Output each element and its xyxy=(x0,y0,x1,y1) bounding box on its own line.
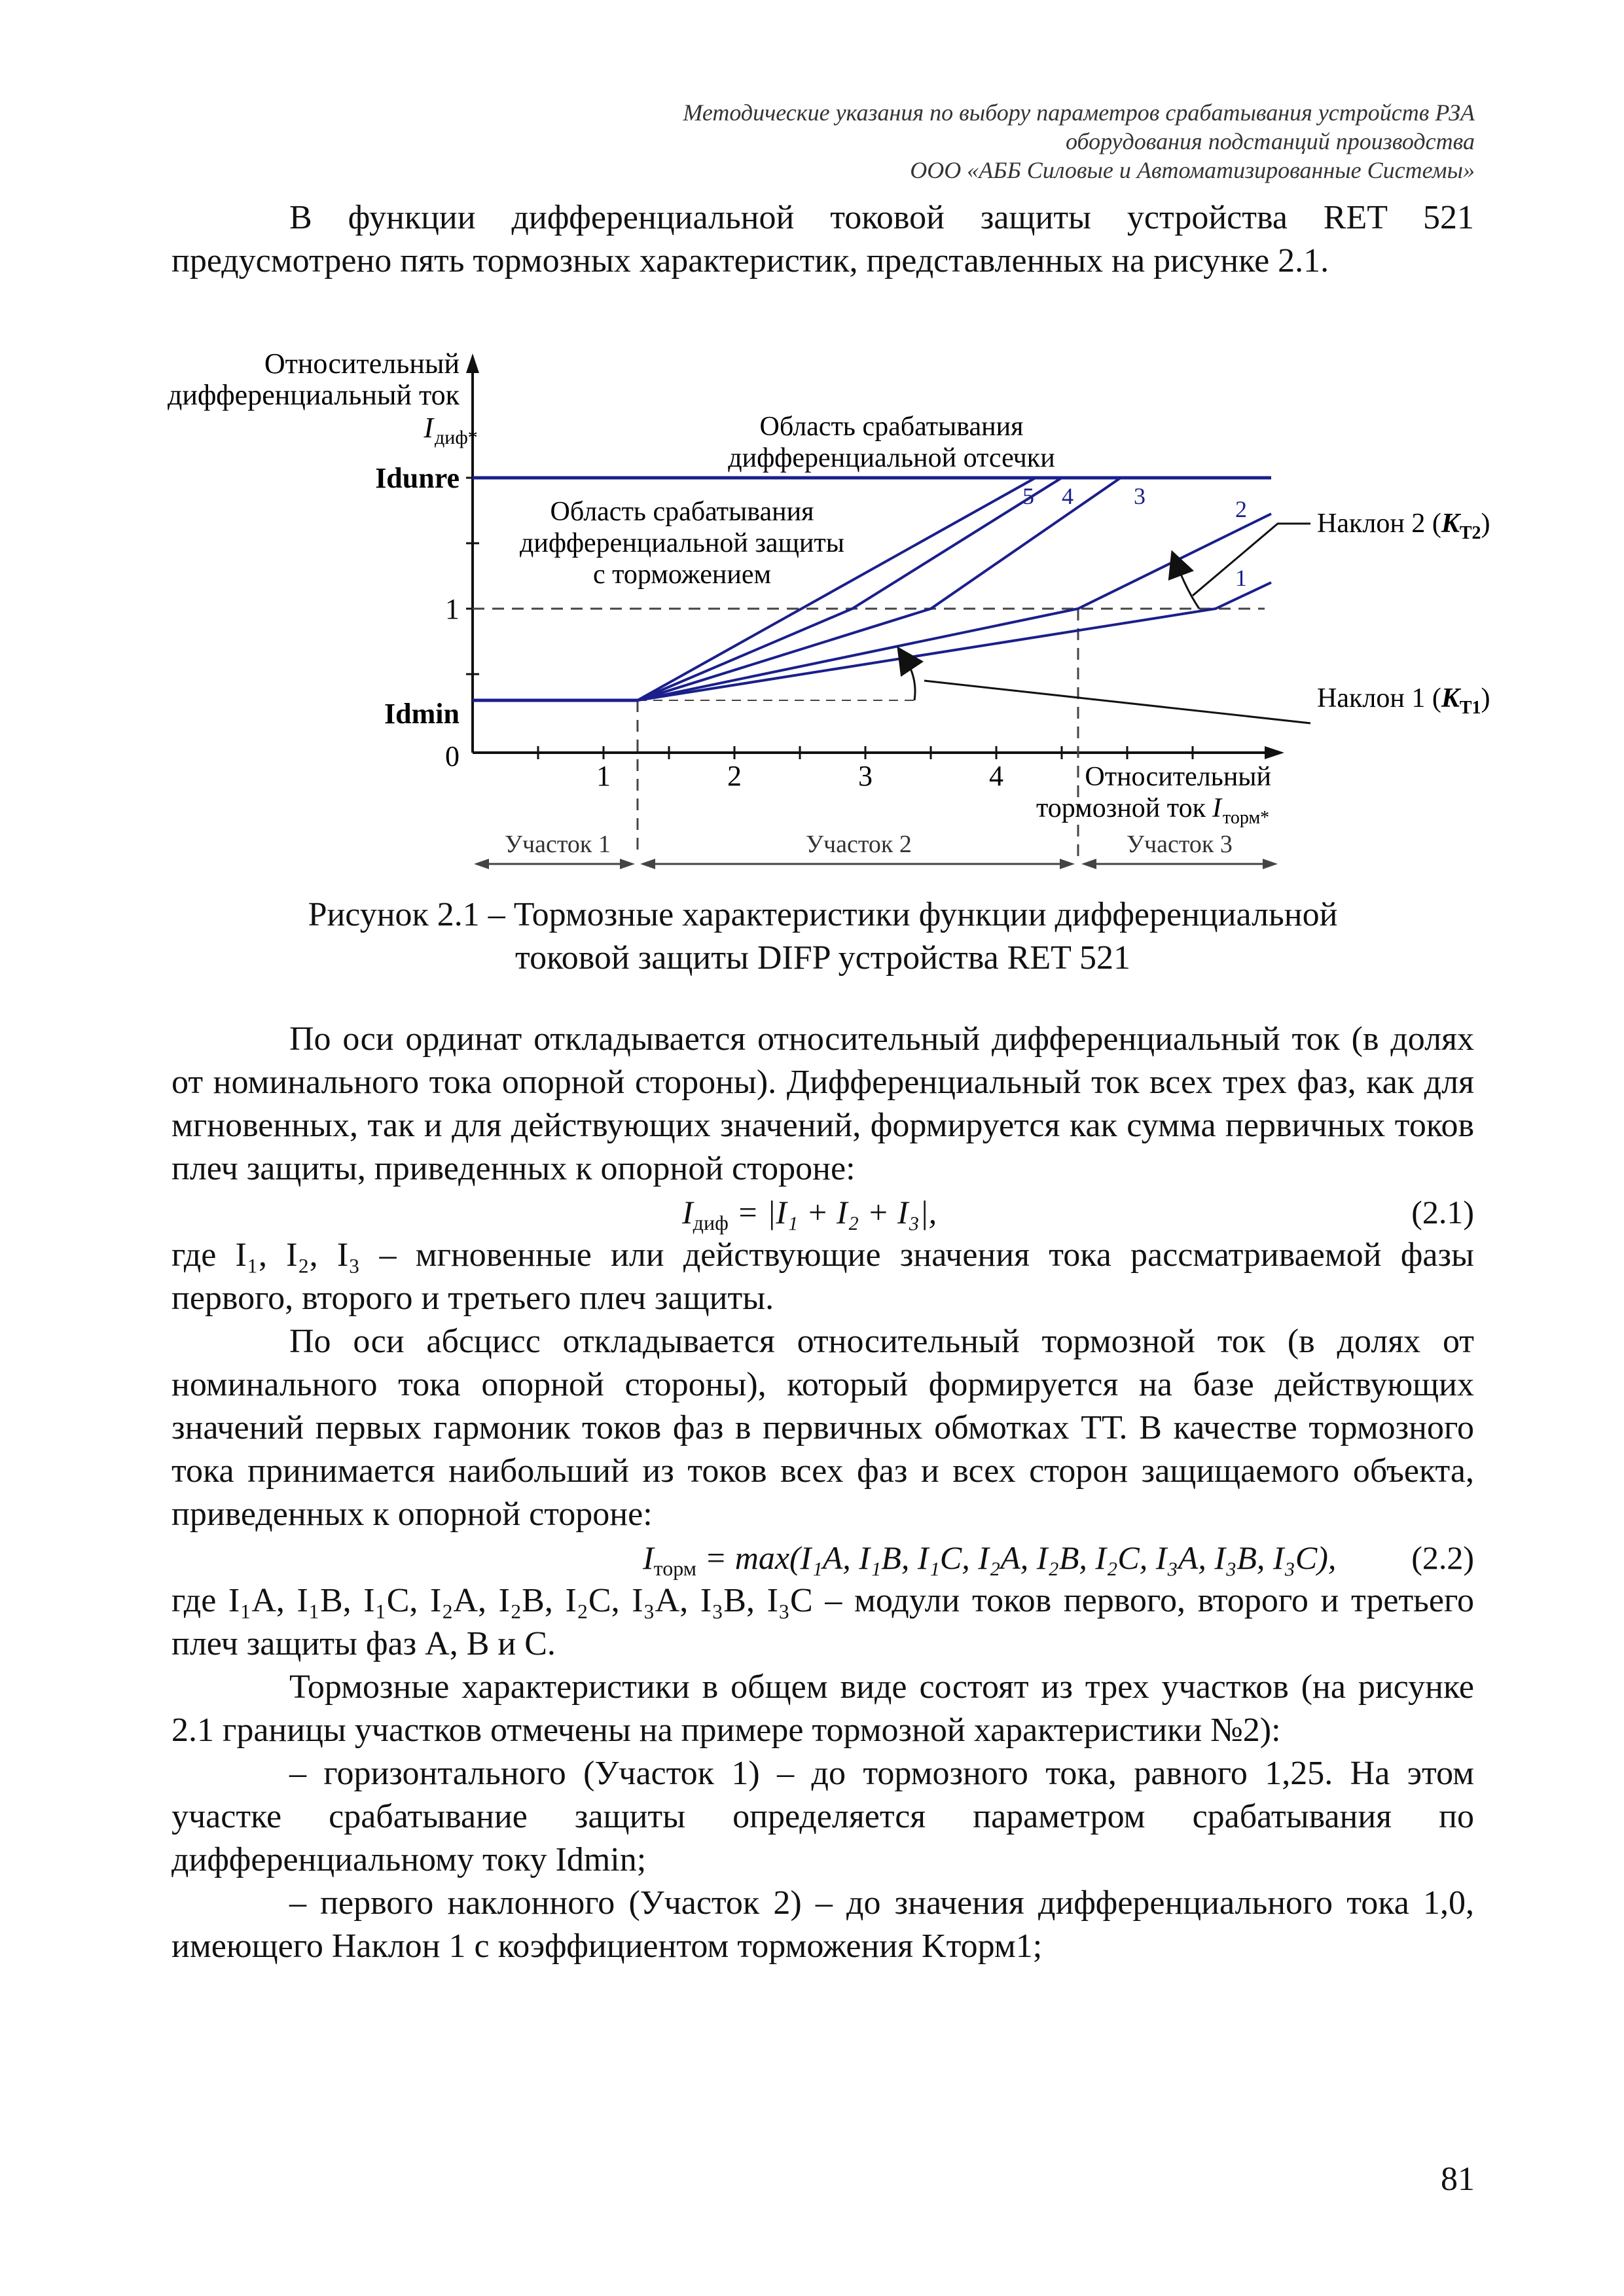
header-line-3: ООО «АББ Силовые и Автоматизированные Системы» xyxy=(910,157,1475,183)
cutoff-area-label-1: Область срабатывания xyxy=(759,412,1024,442)
body-text xyxy=(171,1018,1474,1968)
paragraph-sections: Тормозные характеристики в общем виде состоят из трех участков (на рисунке 2.1 границы участков отмечены на примере тормозной характеристики №2): xyxy=(171,1668,1474,1749)
x-tick-4: 4 xyxy=(989,760,1003,792)
paragraph-section-1: – горизонтального (Участок 1) – до тормозного тока, равного 1,25. На этом участке срабатывание защиты определяется параметром срабатывания по дифференциальному току Idmin; xyxy=(171,1755,1474,1878)
paragraph-where-1: где I₁, I₂, I₃ – мгновенные или действующие значения тока рассматриваемой фазы первого, второго и третьего плеч защиты. xyxy=(171,1236,1474,1317)
y-axis-symbol-sub: диф* xyxy=(435,427,478,448)
slope1-leader xyxy=(924,681,1310,723)
paragraph-section-2: – первого наклонного (Участок 2) – до значения дифференциального тока 1,0, имеющего Наклон 1 с коэффициентом торможения Kторм1; xyxy=(171,1884,1474,1965)
section2-label: Участок 2 xyxy=(806,831,912,858)
restraint-characteristics-figure xyxy=(167,347,1490,884)
x-tick-1: 1 xyxy=(596,760,611,792)
x-tick-3: 3 xyxy=(858,760,873,792)
slope2-label: Наклон 2 $(K_{T2})$ xyxy=(1317,509,1490,543)
header-line-2: оборудования подстанций производства xyxy=(1065,128,1475,154)
curve-label-2: 2 xyxy=(1235,496,1247,522)
intro-paragraph: В функции дифференциальной токовой защиты устройства RET 521 предусмотрено пять тормозных характеристик, представленных на рисунке 2.1. xyxy=(171,199,1474,279)
figure-caption-line-2: токовой защиты DIFP устройства RET 521 xyxy=(515,939,1130,977)
x-axis-arrow-icon xyxy=(1265,746,1284,759)
curve-label-3: 3 xyxy=(1134,483,1146,509)
x-axis-symbol: I xyxy=(1212,793,1221,823)
formula-2-1 xyxy=(171,1191,1474,1234)
unit-label: 1 xyxy=(445,593,460,625)
characteristic-1 xyxy=(638,583,1271,700)
formula-2-1-expression: $I_{диф} = |I_1 + I_2 + I_3|$, xyxy=(682,1194,937,1234)
y-axis-arrow-icon xyxy=(466,353,479,373)
slope1-label: Наклон 1 $(K_{T1})$ xyxy=(1317,683,1490,718)
paragraph-ordinate: По оси ординат откладывается относительный дифференциальный ток (в долях от номинального тока опорной стороны). Дифференциальный ток всех трех фаз, как для мгновенных, так и для действующих значений, формируется как сумма первичных токов плеч защиты, приведенных к опорной стороне: xyxy=(171,1020,1474,1187)
figure-caption-line-1: Рисунок 2.1 – Тормозные характеристики функции дифференциальной xyxy=(308,896,1338,933)
section1-label: Участок 1 xyxy=(505,831,611,858)
formula-2-2-number: (2.2) xyxy=(1411,1539,1474,1576)
slope2-arc xyxy=(1176,563,1199,609)
curve-label-4: 4 xyxy=(1062,483,1074,509)
slope1-arc xyxy=(905,658,915,700)
restraint-area-label-2: дифференциальной защиты xyxy=(520,528,844,558)
paragraph-abscissa: По оси абсцисс откладывается относительный тормозной ток (в долях от номинального тока опорной стороны), который формируется на базе действующих значений первых гармоник токов фаз в первичных обмотках ТТ. В качестве тормозного тока принимается наибольший из токов всех фаз и всех сторон защищаемого объекта, приведенных к опорной стороне: xyxy=(171,1323,1474,1533)
y-axis-symbol: I xyxy=(424,412,433,444)
running-header xyxy=(427,98,1475,185)
page-number: 81 xyxy=(1441,2161,1475,2198)
y-axis-title-line-1: Относительный xyxy=(264,348,460,380)
y-axis-title-line-2: дифференциальный ток xyxy=(167,379,460,411)
idmin-label: Idmin xyxy=(384,698,460,730)
section3-label: Участок 3 xyxy=(1127,831,1233,858)
restraint-area-label-3: с торможением xyxy=(592,560,772,590)
x-axis-symbol-sub: торм* xyxy=(1223,808,1270,828)
header-line-1: Методические указания по выбору параметров срабатывания устройств РЗА xyxy=(683,99,1475,126)
x-tick-2: 2 xyxy=(727,760,742,792)
origin-label: 0 xyxy=(445,740,460,772)
x-axis-title-line-2: тормозной ток xyxy=(1036,793,1206,823)
figure-caption xyxy=(171,893,1474,980)
slope2-leader xyxy=(1193,524,1310,596)
curve-label-5: 5 xyxy=(1022,483,1034,509)
formula-2-2 xyxy=(171,1536,1474,1579)
idunre-label: Idunre xyxy=(375,462,460,494)
restraint-area-label-1: Область срабатывания xyxy=(550,497,814,527)
formula-2-1-number: (2.1) xyxy=(1411,1194,1474,1230)
curve-label-1: 1 xyxy=(1235,565,1247,591)
formula-2-2-expression: $I_{торм} = \max(I_1A$, I₁B, I₁C, I₂A, I₂B, I₂C, I₃A, I₃B, I₃C), xyxy=(643,1539,1337,1580)
paragraph-where-2: где I₁A, I₁B, I₁C, I₂A, I₂B, I₂C, I₃A, I₃B, I₃C – модули токов первого, второго и третьего плеч защиты фаз А, В и С. xyxy=(171,1582,1474,1662)
x-axis-title-line-1: Относительный xyxy=(1085,762,1271,792)
cutoff-area-label-2: дифференциальной отсечки xyxy=(728,443,1055,473)
